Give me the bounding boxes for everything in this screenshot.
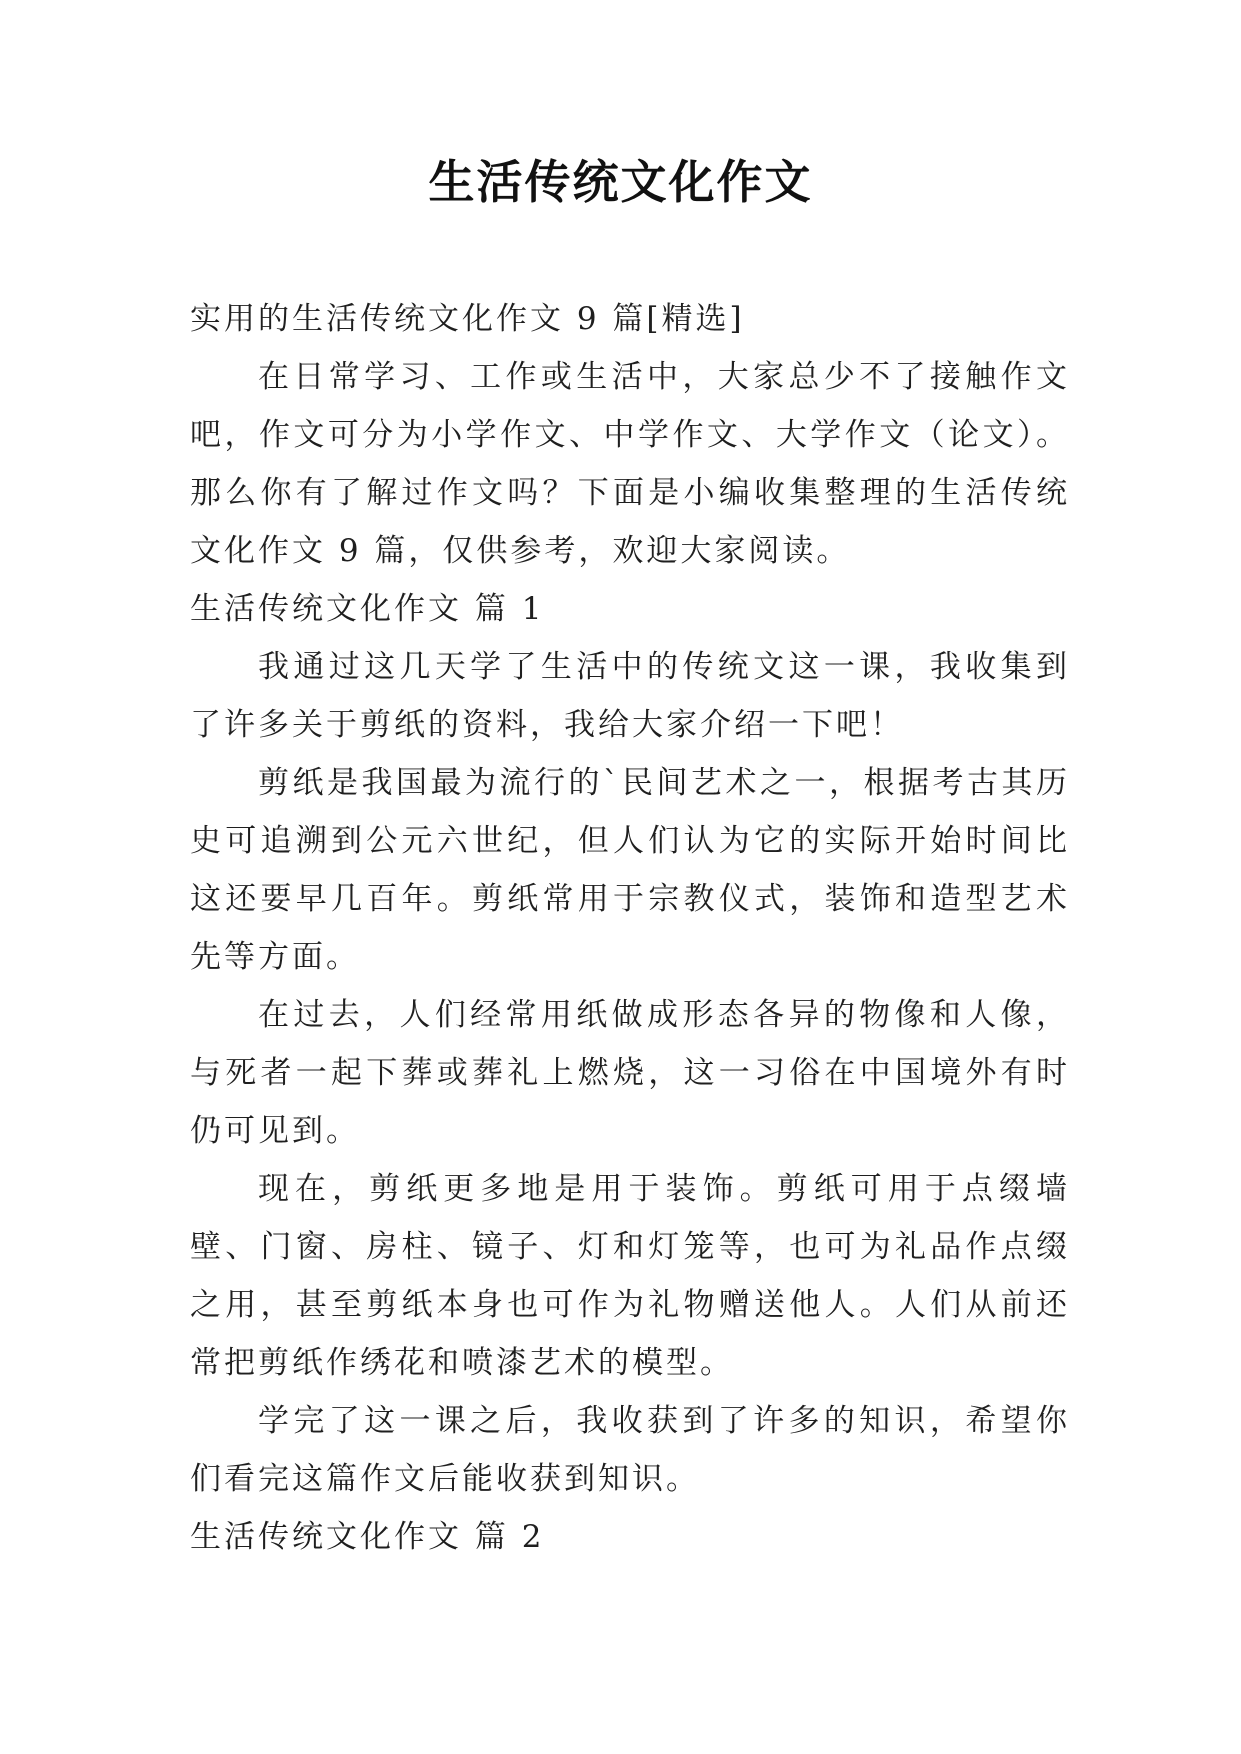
- document-subtitle: 实用的生活传统文化作文 9 篇[精选]: [190, 301, 745, 337]
- section-1-paragraph-4: 现在，剪纸更多地是用于装饰。剪纸可用于点缀墙壁、门窗、房柱、镜子、灯和灯笼等，也可为礼品作点缀之用，甚至剪纸本身也可作为礼物赠送他人。人们从前还常把剪纸作绣花和喷漆艺术的模型。: [190, 1171, 1070, 1381]
- section-1-paragraph-5: 学完了这一课之后，我收获到了许多的知识，希望你们看完这篇作文后能收获到知识。: [190, 1403, 1070, 1497]
- document-body: [190, 290, 1070, 1566]
- section-heading-2: 生活传统文化作文 篇 2: [190, 1519, 545, 1555]
- section-heading-1: 生活传统文化作文 篇 1: [190, 591, 545, 627]
- section-1-paragraph-1: 我通过这几天学了生活中的传统文这一课，我收集到了许多关于剪纸的资料，我给大家介绍一下吧！: [190, 649, 1070, 743]
- document-title: 生活传统文化作文: [428, 155, 813, 209]
- section-1-paragraph-2: 剪纸是我国最为流行的`民间艺术之一，根据考古其历史可追溯到公元六世纪，但人们认为它的实际开始时间比这还要早几百年。剪纸常用于宗教仪式，装饰和造型艺术先等方面。: [190, 765, 1070, 975]
- intro-paragraph: 在日常学习、工作或生活中，大家总少不了接触作文吧，作文可分为小学作文、中学作文、大学作文（论文）。那么你有了解过作文吗？下面是小编收集整理的生活传统文化作文 9 篇，仅供参考，欢迎大家阅读。: [190, 359, 1070, 569]
- section-1-paragraph-3: 在过去，人们经常用纸做成形态各异的物像和人像，与死者一起下葬或葬礼上燃烧，这一习俗在中国境外有时仍可见到。: [190, 997, 1070, 1149]
